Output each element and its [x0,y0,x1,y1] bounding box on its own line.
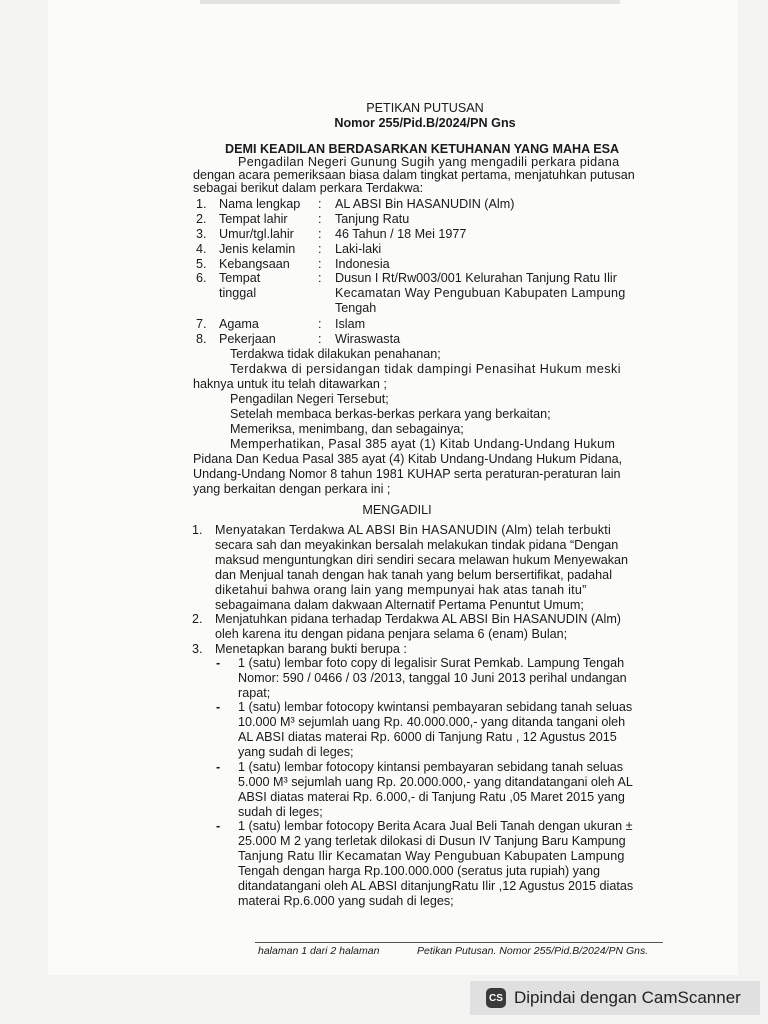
camscanner-logo-icon: CS [486,988,506,1008]
row-value: Tanjung Ratu [335,212,410,226]
evidence-line: 5.000 M³ sejumlah uang Rp. 20.000.000,- yang ditandatangani oleh AL [238,775,633,789]
row-value: Dusun I Rt/Rw003/001 Kelurahan Tanjung Ratu Ilir [335,271,617,285]
evidence-line: Tanjung Ratu Ilir Kecamatan Way Pengubuan Kabupaten Lampung [238,849,625,863]
body-line: Undang-Undang Nomor 8 tahun 1981 KUHAP serta peraturan-peraturan lain [193,467,621,481]
body-line: Memperhatikan, Pasal 385 ayat (1) Kitab Undang-Undang Hukum [230,437,616,451]
row-sep: : [318,257,322,271]
row-number: 5. [196,257,207,271]
intro-line: sebagai berikut dalam perkara Terdakwa: [193,181,424,195]
scan-edge [200,0,620,4]
evidence-line: ABSI diatas materai Rp. 6.000,- di Tanjung Ratu ,05 Maret 2015 yang [238,790,625,804]
row-value-cont: Tengah [335,301,377,315]
verdict-line: Menyatakan Terdakwa AL ABSI Bin HASANUDIN (Alm) telah terbukti [215,523,611,537]
row-sep: : [318,271,322,285]
verdict-line: dan Menjual tanah dengan hak tanah yang belum bersertifikat, padahal [215,568,612,582]
row-number: 7. [196,317,207,331]
evidence-line: AL ABSI diatas materai Rp. 6000 di Tanjung Ratu , 12 Agustus 2015 [238,730,617,744]
evidence-line: 25.000 M 2 yang terletak dilokasi di Dusun IV Tanjung Baru Kampung [238,834,626,848]
row-label: Umur/tgl.lahir [219,227,294,241]
verdict-number: 3. [192,642,203,656]
row-sep: : [318,212,322,226]
footer-reference: Petikan Putusan. Nomor 255/Pid.B/2024/PN Gns. [417,945,649,957]
row-label: Nama lengkap [219,197,301,211]
camscanner-text: Dipindai dengan CamScanner [514,988,741,1007]
row-value: Wiraswasta [335,332,401,346]
evidence-line: 10.000 M³ sejumlah uang Rp. 40.000.000,- yang ditanda tangani oleh [238,715,626,729]
verdict-number: 2. [192,612,203,626]
camscanner-watermark [470,981,760,1015]
evidence-line: 1 (satu) lembar foto copy di legalisir Surat Pemkab. Lampung Tengah [238,656,625,670]
row-number: 2. [196,212,207,226]
evidence-dash: - [216,819,221,833]
row-sep: : [318,317,322,331]
demi-heading: DEMI KEADILAN BERDASARKAN KETUHANAN YANG MAHA ESA [225,142,620,156]
evidence-dash: - [216,700,221,714]
verdict-number: 1. [192,523,203,537]
row-value: Laki-laki [335,242,382,256]
verdict-line: Menjatuhkan pidana terhadap Terdakwa AL ABSI Bin HASANUDIN (Alm) [215,612,622,626]
verdict-line: sebagaimana dalam dakwaan Alternatif Pertama Penuntut Umum; [215,598,584,612]
verdict-line: oleh karena itu dengan pidana penjara selama 6 (enam) Bulan; [215,627,568,641]
verdict-line: Menetapkan barang bukti berupa : [215,642,407,656]
verdict-line: diketahui bahwa orang lain yang mempunyai hak atas tanah itu” [215,583,587,597]
row-value: Islam [335,317,366,331]
evidence-dash: - [216,760,221,774]
row-number: 8. [196,332,207,346]
row-value-cont: Kecamatan Way Pengubuan Kabupaten Lampung [335,286,626,300]
verdict-line: secara sah dan meyakinkan bersalah melakukan tindak pidana “Dengan [215,538,619,552]
evidence-line: ditandatangani oleh AL ABSI ditanjungRatu Ilir ,12 Agustus 2015 diatas [238,879,634,893]
row-sep: : [318,242,322,256]
mengadili-heading: MENGADILI [362,503,432,517]
evidence-line: 1 (satu) lembar fotocopy kintansi pembayaran sebidang tanah seluas [238,760,624,774]
case-number: Nomor 255/Pid.B/2024/PN Gns [334,116,516,130]
row-number: 4. [196,242,207,256]
evidence-line: Nomor: 590 / 0466 / 03 /2013, tanggal 10 Juni 2013 perihal undangan [238,671,627,685]
row-value: 46 Tahun / 18 Mei 1977 [335,227,467,241]
evidence-line: 1 (satu) lembar fotocopy kwintansi pembayaran sebidang tanah seluas [238,700,633,714]
row-label-cont: tinggal [219,286,257,300]
row-label: Tempat [219,271,261,285]
row-value: Indonesia [335,257,390,271]
body-line: yang berkaitan dengan perkara ini ; [193,482,391,496]
footer-page: halaman 1 dari 2 halaman [258,945,380,957]
row-label: Pekerjaan [219,332,276,346]
row-number: 3. [196,227,207,241]
row-value: AL ABSI Bin HASANUDIN (Alm) [335,197,515,211]
evidence-line: sudah di leges; [238,805,323,819]
body-line: Pengadilan Negeri Tersebut; [230,392,389,406]
evidence-line: materai Rp.6.000 yang sudah di leges; [238,894,454,908]
row-label: Kebangsaan [219,257,290,271]
row-sep: : [318,197,322,211]
intro-line: dengan acara pemeriksaan biasa dalam tingkat pertama, menjatuhkan putusan [193,168,635,182]
row-label: Tempat lahir [219,212,288,226]
body-line: haknya untuk itu telah ditawarkan ; [193,377,387,391]
body-line: Pidana Dan Kedua Pasal 385 ayat (4) Kitab Undang-Undang Hukum Pidana, [193,452,623,466]
body-line: Setelah membaca berkas-berkas perkara yang berkaitan; [230,407,551,421]
evidence-line: rapat; [238,686,271,700]
footer-rule [255,942,663,943]
evidence-line: Tengah dengan harga Rp.100.000.000 (seratus juta rupiah) yang [238,864,600,878]
row-sep: : [318,227,322,241]
row-number: 1. [196,197,207,211]
row-sep: : [318,332,322,346]
row-label: Jenis kelamin [219,242,296,256]
row-label: Agama [219,317,259,331]
evidence-dash: - [216,656,221,670]
row-number: 6. [196,271,207,285]
verdict-line: maksud menguntungkan diri sendiri secara melawan hukum Menyewakan [215,553,629,567]
body-line: Terdakwa tidak dilakukan penahanan; [230,347,441,361]
evidence-line: 1 (satu) lembar fotocopy Berita Acara Jual Beli Tanah dengan ukuran ± [238,819,633,833]
document-title: PETIKAN PUTUSAN [366,101,484,115]
evidence-line: yang sudah di leges; [238,745,354,759]
intro-line: Pengadilan Negeri Gunung Sugih yang mengadili perkara pidana [238,155,620,169]
body-line: Memeriksa, menimbang, dan sebagainya; [230,422,464,436]
body-line: Terdakwa di persidangan tidak dampingi Penasihat Hukum meski [230,362,622,376]
